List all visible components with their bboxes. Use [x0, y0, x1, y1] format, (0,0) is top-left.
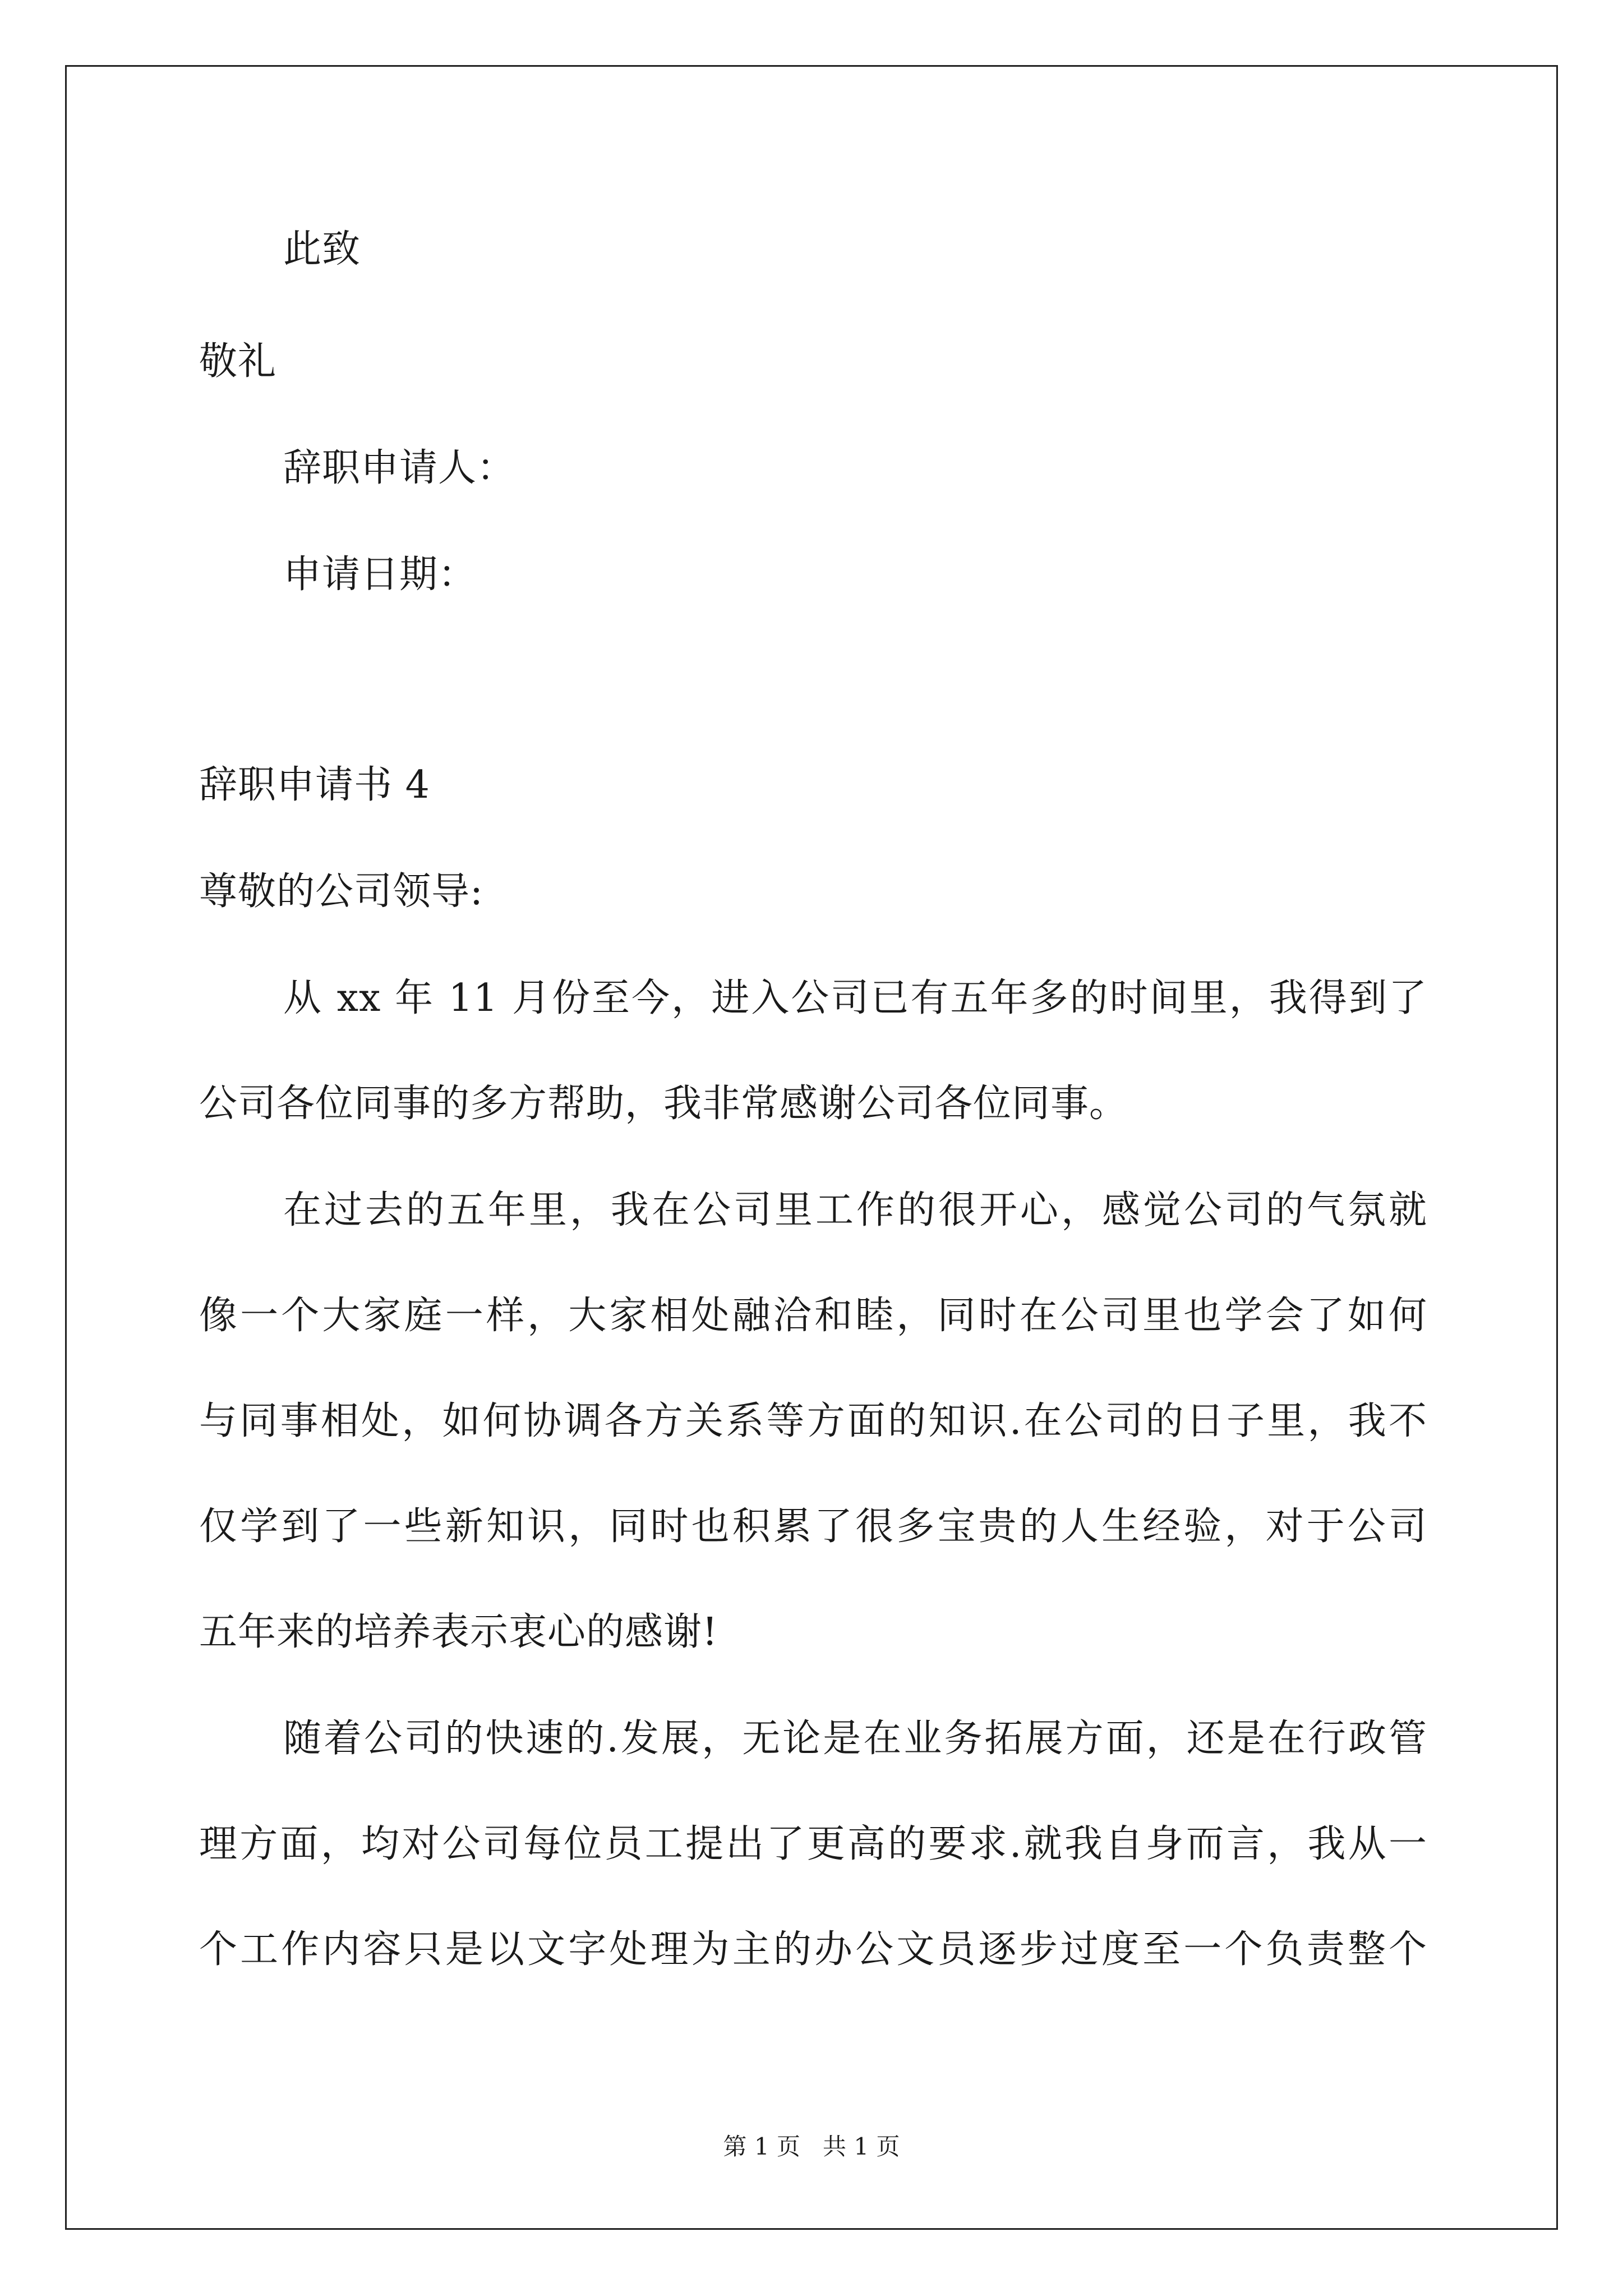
paragraph-line: 五年来的培养表示衷心的感谢! — [199, 1610, 718, 1654]
page-number-footer: 第 1 页 共 1 页 — [723, 2133, 900, 2160]
closing-line: 此致 — [283, 227, 361, 272]
paragraph-line: 从 xx 年 11 月份至今，进入公司已有五年多的时间里，我得到了 — [283, 976, 1427, 1020]
paragraph-line: 理方面，均对公司每位员工提出了更高的要求.就我自身而言，我从一 — [199, 1822, 1427, 1866]
paragraph-line: 公司各位同事的多方帮助，我非常感谢公司各位同事。 — [199, 1082, 1128, 1126]
section-heading: 辞职申请书 4 — [199, 763, 430, 807]
page-border — [65, 65, 1558, 2230]
paragraph-line: 随着公司的快速的.发展，无论是在业务拓展方面，还是在行政管 — [283, 1717, 1427, 1761]
paragraph-line: 在过去的五年里，我在公司里工作的很开心，感觉公司的气氛就 — [283, 1188, 1427, 1232]
paragraph-line: 与同事相处，如何协调各方关系等方面的知识.在公司的日子里，我不 — [199, 1399, 1427, 1443]
applicant-line: 辞职申请人： — [283, 446, 516, 490]
date-line: 申请日期： — [283, 553, 477, 597]
paragraph-line: 个工作内容只是以文字处理为主的办公文员逐步过度至一个负责整个 — [199, 1927, 1427, 1972]
paragraph-line: 像一个大家庭一样，大家相处融洽和睦，同时在公司里也学会了如何 — [199, 1294, 1427, 1338]
salutation-line: 敬礼 — [199, 339, 277, 384]
greeting-line: 尊敬的公司领导: — [199, 869, 483, 914]
paragraph-line: 仅学到了一些新知识，同时也积累了很多宝贵的人生经验，对于公司 — [199, 1504, 1427, 1549]
